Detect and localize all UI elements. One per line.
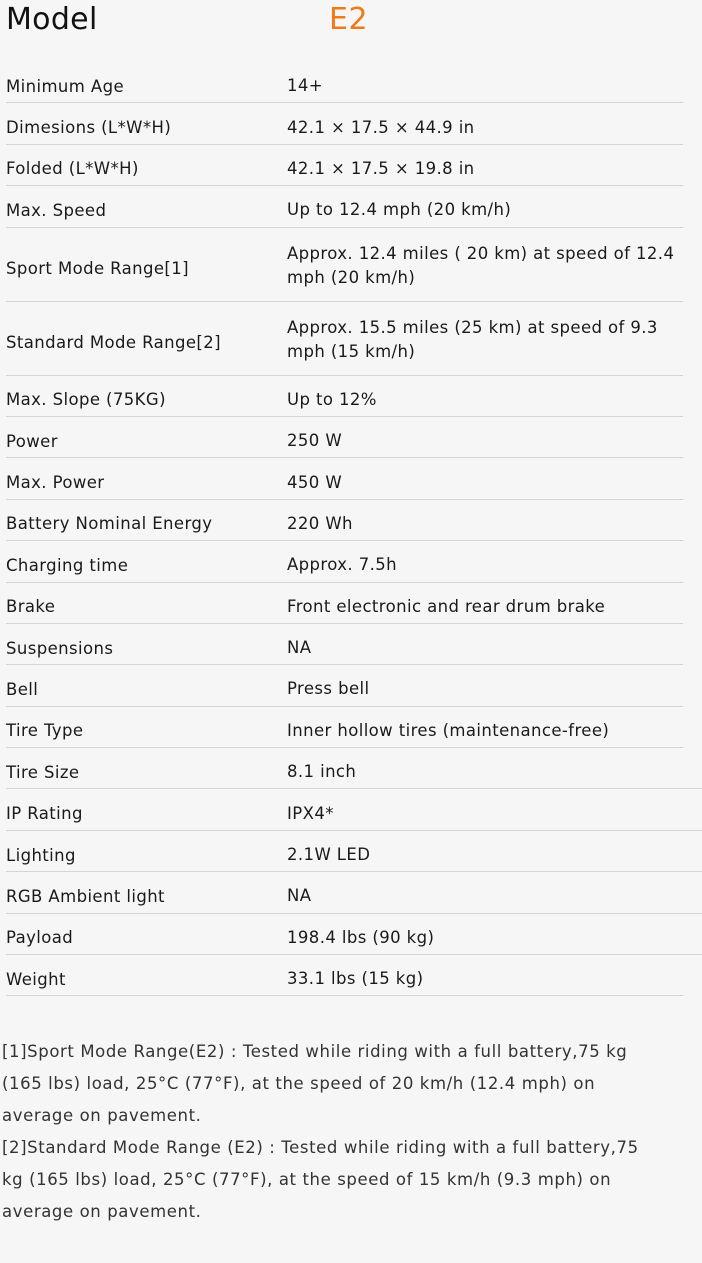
spec-row-max-speed bbox=[6, 186, 683, 227]
footnote-standard-mode: [2]Standard Mode Range (E2) : Tested while riding with a full battery,75 kg (165 lbs) load, 25°C (77°F), at the speed of 15 km/h (9.3 mph) on average on pavement. bbox=[2, 1138, 639, 1221]
spec-row-lighting bbox=[6, 831, 702, 872]
footnotes bbox=[2, 1036, 642, 1228]
spec-value: 250 W bbox=[287, 431, 343, 451]
spec-key: Suspensions bbox=[6, 638, 114, 658]
spec-key: Battery Nominal Energy bbox=[6, 514, 213, 534]
spec-key: Weight bbox=[6, 969, 66, 989]
spec-row-payload bbox=[6, 914, 702, 955]
spec-value: 220 Wh bbox=[287, 513, 353, 533]
spec-key: Tire Type bbox=[6, 721, 84, 741]
spec-key: Max. Speed bbox=[6, 200, 107, 220]
spec-value: 42.1 × 17.5 × 44.9 in bbox=[287, 117, 475, 137]
spec-row-minimum-age bbox=[6, 62, 683, 103]
spec-row-max-power bbox=[6, 458, 683, 499]
spec-value: NA bbox=[287, 638, 312, 658]
spec-value: IPX4* bbox=[287, 803, 334, 823]
spec-key: Power bbox=[6, 431, 58, 451]
spec-key: Max. Power bbox=[6, 473, 105, 493]
spec-row-charging-time bbox=[6, 541, 683, 582]
spec-value: 8.1 inch bbox=[287, 762, 357, 782]
spec-value: NA bbox=[287, 886, 312, 906]
spec-header bbox=[6, 0, 696, 44]
spec-key: Payload bbox=[6, 928, 74, 948]
spec-key: Minimum Age bbox=[6, 76, 125, 96]
spec-value: 14+ bbox=[287, 76, 324, 96]
spec-key: Sport Mode Range[1] bbox=[6, 258, 190, 278]
spec-value: Front electronic and rear drum brake bbox=[287, 596, 606, 616]
spec-row-suspensions bbox=[6, 624, 683, 665]
spec-key: Bell bbox=[6, 679, 39, 699]
spec-value: 198.4 lbs (90 kg) bbox=[287, 927, 435, 947]
spec-value: Approx. 15.5 miles (25 km) at speed of 9.3 mph (15 km/h) bbox=[287, 318, 658, 362]
spec-row-folded bbox=[6, 145, 683, 186]
footnote-sport-mode: [1]Sport Mode Range(E2) : Tested while riding with a full battery,75 kg (165 lbs) load, 25°C (77°F), at the speed of 20 km/h (12.4 mph) on average on pavement. bbox=[2, 1042, 628, 1125]
spec-row-standard-mode-range bbox=[6, 302, 683, 376]
spec-row-dimensions bbox=[6, 103, 683, 144]
spec-row-bell bbox=[6, 665, 683, 706]
spec-row-tire-type bbox=[6, 707, 683, 748]
spec-value: Up to 12.4 mph (20 km/h) bbox=[287, 200, 512, 220]
spec-value: Inner hollow tires (maintenance-free) bbox=[287, 720, 610, 740]
spec-value: Up to 12% bbox=[287, 389, 377, 409]
spec-key: Folded (L*W*H) bbox=[6, 159, 139, 179]
spec-row-battery-energy bbox=[6, 500, 683, 541]
spec-key: Charging time bbox=[6, 555, 129, 575]
spec-row-ip-rating bbox=[6, 789, 702, 830]
spec-key: Standard Mode Range[2] bbox=[6, 332, 221, 352]
spec-table bbox=[6, 62, 702, 996]
spec-row-sport-mode-range bbox=[6, 228, 683, 302]
spec-key: IP Rating bbox=[6, 804, 83, 824]
spec-row-brake bbox=[6, 583, 683, 624]
spec-value: 33.1 lbs (15 kg) bbox=[287, 969, 424, 989]
spec-key: Lighting bbox=[6, 845, 76, 865]
spec-row-power bbox=[6, 417, 683, 458]
spec-row-rgb-ambient-light bbox=[6, 872, 702, 913]
spec-value: Approx. 12.4 miles ( 20 km) at speed of 12.4 mph (20 km/h) bbox=[287, 244, 675, 288]
model-name: E2 bbox=[329, 2, 369, 37]
spec-row-weight bbox=[6, 955, 683, 996]
spec-value: 450 W bbox=[287, 472, 343, 492]
spec-key: Tire Size bbox=[6, 762, 80, 782]
spec-key: Brake bbox=[6, 597, 56, 617]
spec-key: Max. Slope (75KG) bbox=[6, 390, 166, 410]
header-label: Model bbox=[6, 2, 98, 37]
spec-value: 2.1W LED bbox=[287, 845, 371, 865]
spec-key: Dimesions (L*W*H) bbox=[6, 118, 172, 138]
spec-value: Press bell bbox=[287, 679, 370, 699]
spec-key: RGB Ambient light bbox=[6, 886, 165, 906]
spec-value: Approx. 7.5h bbox=[287, 555, 397, 575]
spec-value: 42.1 × 17.5 × 19.8 in bbox=[287, 158, 475, 178]
spec-row-tire-size bbox=[6, 748, 702, 789]
spec-row-max-slope bbox=[6, 376, 683, 417]
